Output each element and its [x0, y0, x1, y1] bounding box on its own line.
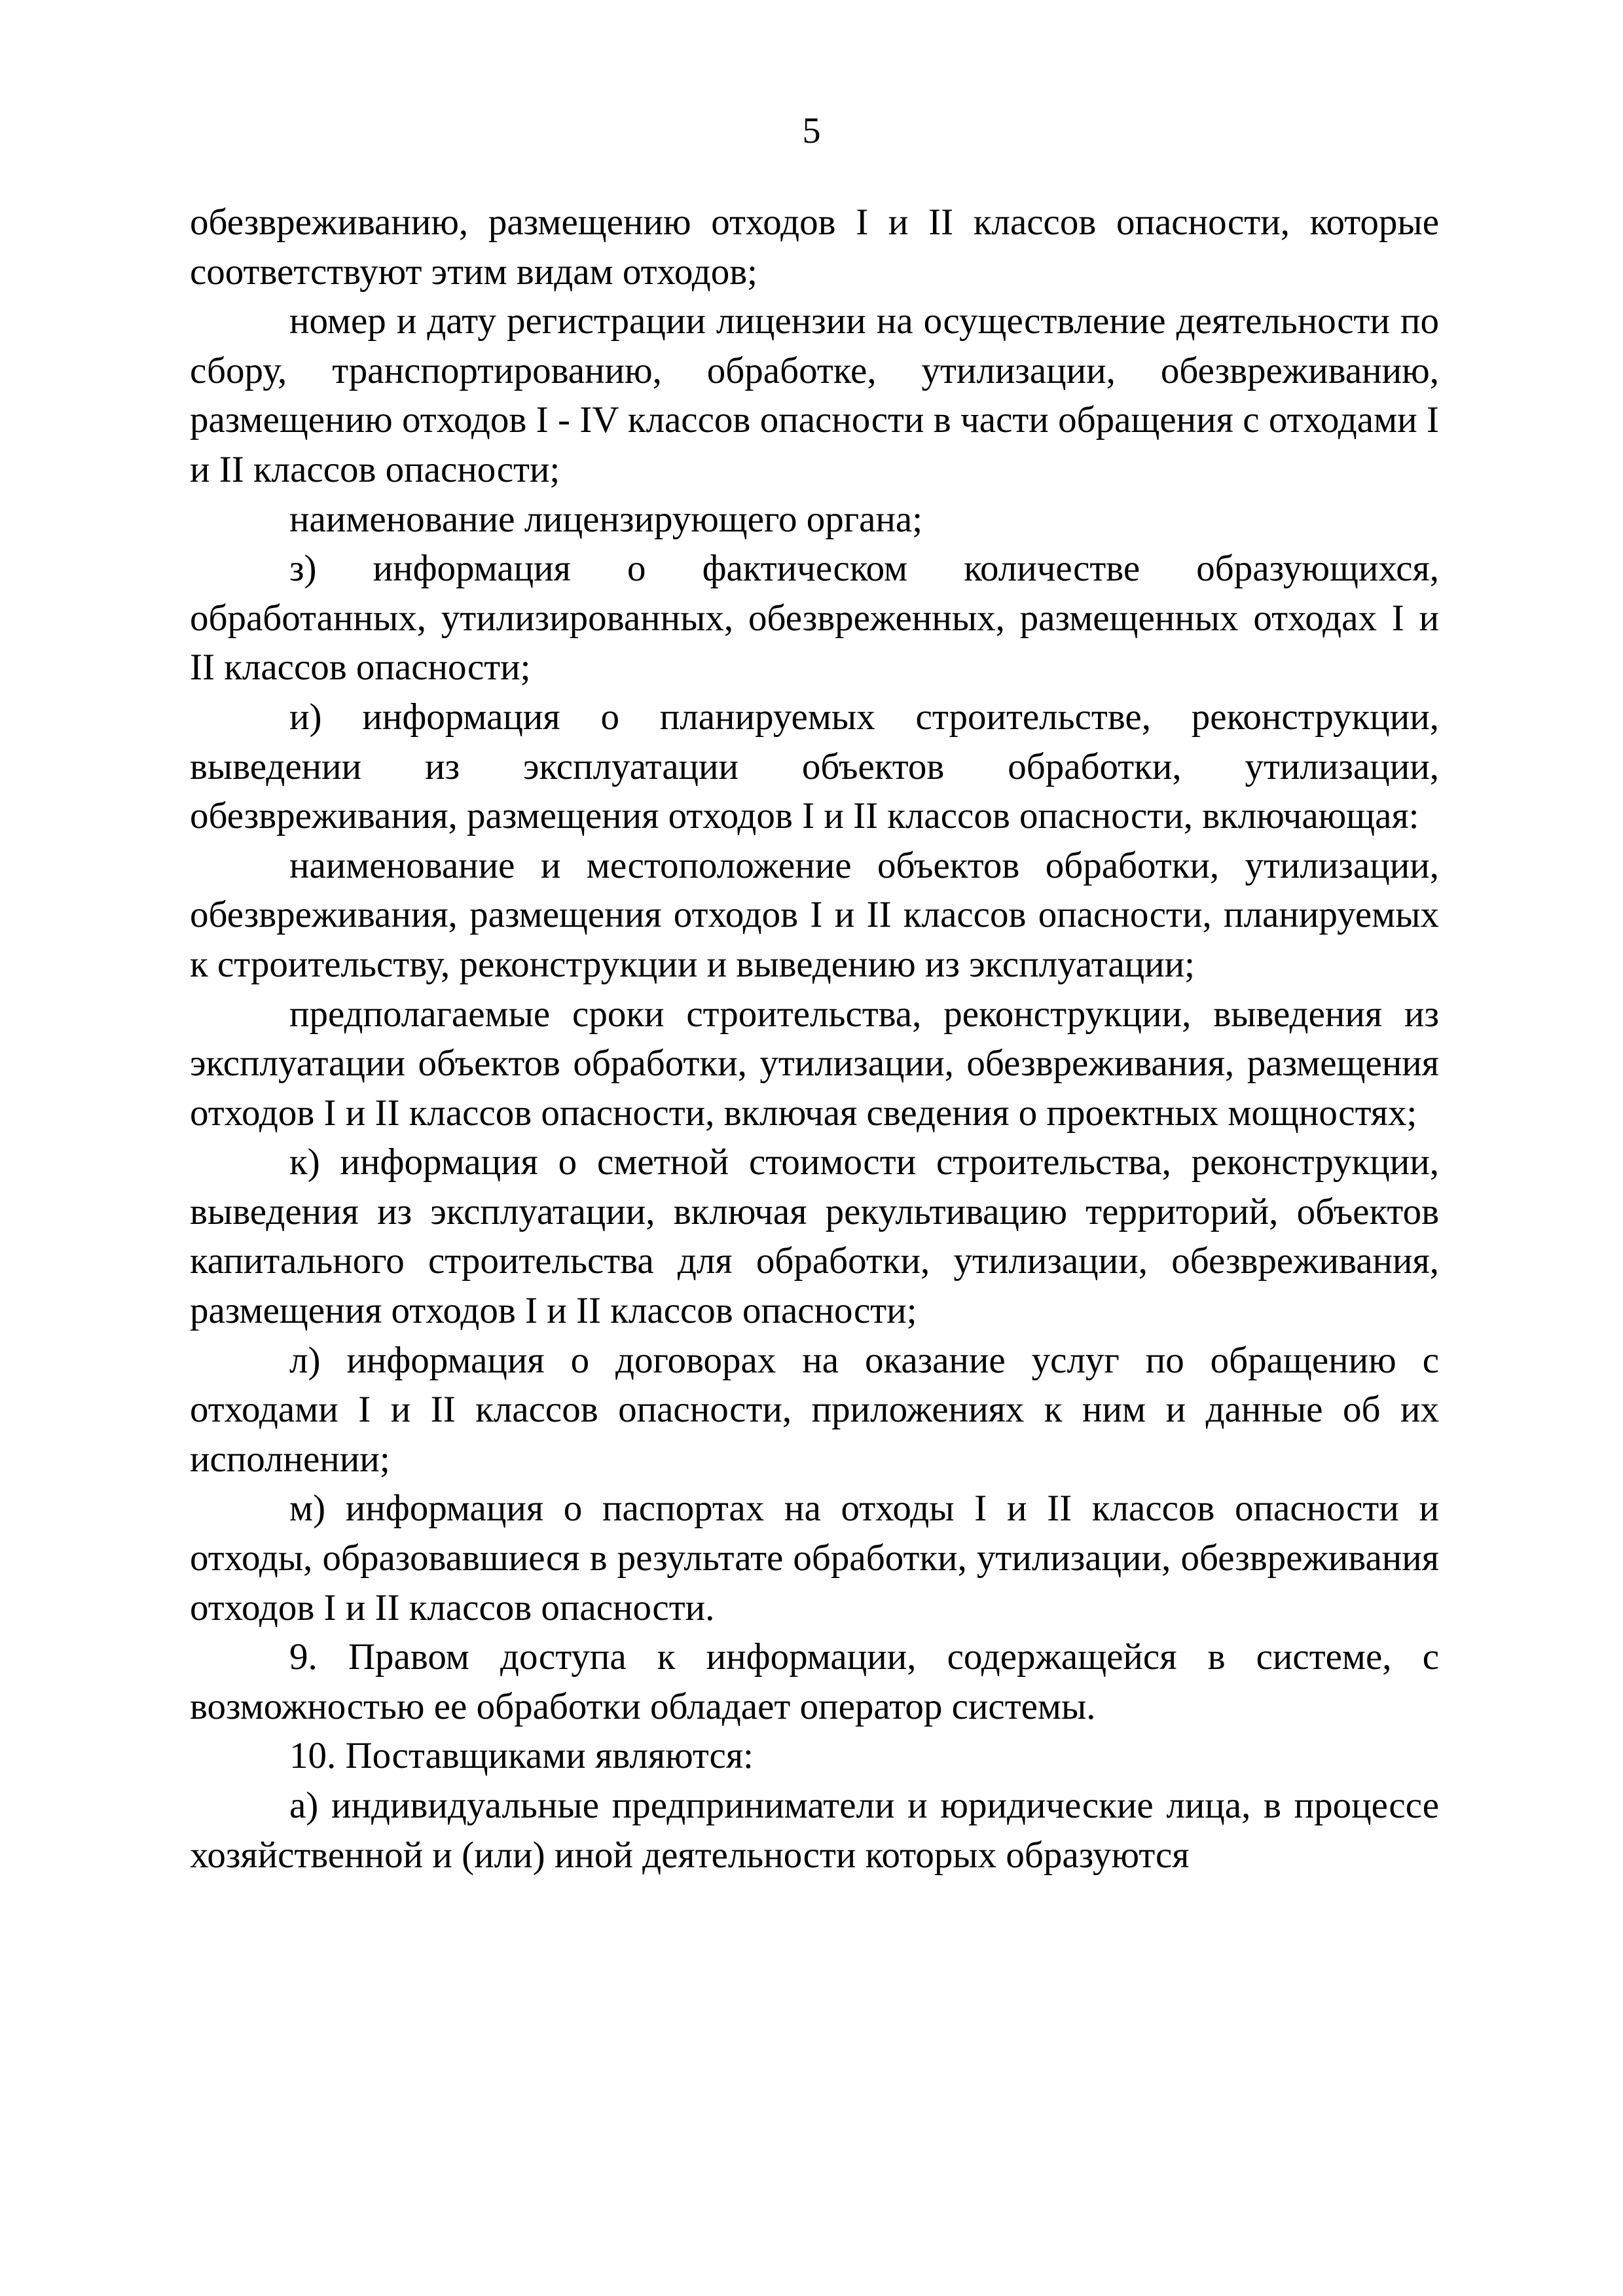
paragraph-item-m: м) информация о паспортах на отходы I и II классов опасности и отходы, образовавшиеся в результате обработки, утилизации, обезвреживания отходов I и II классов опасности. [190, 1488, 1439, 1628]
page-number: 5 [802, 111, 821, 151]
paragraph-construction-terms: предполагаемые сроки строительства, реконструкции, выведения из эксплуатации объектов обработки, утилизации, обезвреживания, размещения отходов I и II классов опасности, включая сведения о проектных мощностях; [190, 993, 1439, 1134]
paragraph-license-number: номер и дату регистрации лицензии на осуществление деятельности по сбору, транспортированию, обработке, утилизации, обезвреживанию, размещению отходов I - IV классов опасности в части обращения с отходами I и II классов опасности; [190, 300, 1439, 490]
paragraph-object-names: наименование и местоположение объектов обработки, утилизации, обезвреживания, размещения отходов I и II классов опасности, планируемых к строительству, реконструкции и выведению из эксплуатации; [190, 844, 1439, 985]
paragraph-item-i: и) информация о планируемых строительстве, реконструкции, выведении из эксплуатации объектов обработки, утилизации, обезвреживания, размещения отходов I и II классов опасности, включающая: [190, 696, 1439, 837]
paragraph-continuation: обезвреживанию, размещению отходов I и II классов опасности, которые соответствуют этим видам отходов; [190, 202, 1439, 293]
paragraph-item-k: к) информация о сметной стоимости строительства, реконструкции, выведения из эксплуатации, включая рекультивацию территорий, объектов капитального строительства для обработки, утилизации, обезвреживания, размещения отходов I и II классов опасности; [190, 1141, 1439, 1332]
paragraph-licensing-authority: наименование лицензирующего органа; [289, 498, 923, 540]
paragraph-item-l: л) информация о договорах на оказание услуг по обращению с отходами I и II классов опасности, приложениях к ним и данные об их исполнении; [190, 1339, 1439, 1480]
document-body [190, 198, 1439, 1880]
paragraph-clause-9: 9. Правом доступа к информации, содержащейся в системе, с возможностью ее обработки обладает оператор системы. [190, 1636, 1439, 1727]
paragraph-item-a: а) индивидуальные предприниматели и юридические лица, в процессе хозяйственной и (или) иной деятельности которых образуются [190, 1785, 1439, 1876]
paragraph-item-z: з) информация о фактическом количестве образующихся, обработанных, утилизированных, обезвреженных, размещенных отходах I и II классов опасности; [190, 548, 1439, 689]
paragraph-clause-10: 10. Поставщиками являются: [289, 1735, 754, 1777]
